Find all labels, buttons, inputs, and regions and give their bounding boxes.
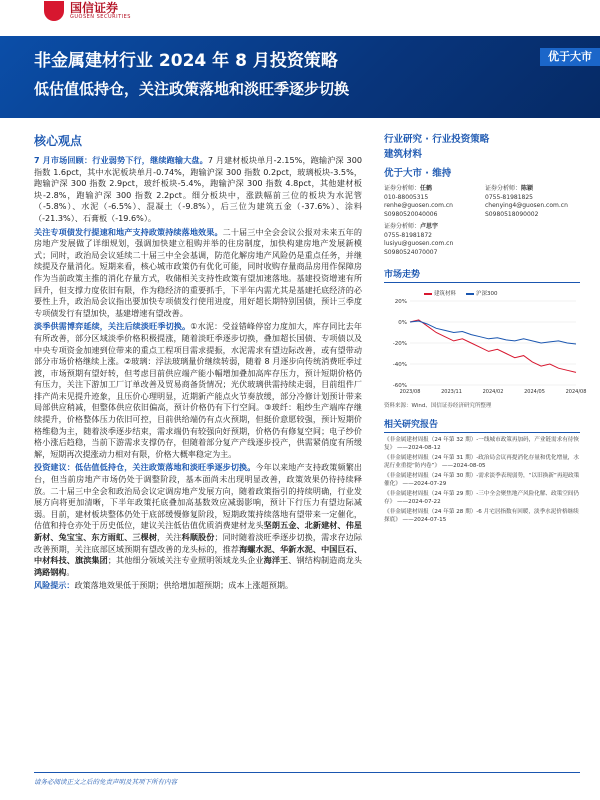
page-title: 非金属建材行业 2024 年 8 月投资策略 <box>34 51 338 71</box>
legend-item: 沪深300 <box>466 289 498 297</box>
market-trend-chart <box>384 287 587 399</box>
chart-title: 市场走势 <box>384 267 580 283</box>
related-report-link[interactable]: 《非金属建材周报（24 年第 32 期）-一线城市政策再加码，产业链需求有待恢复》 ——2024-08-12 <box>384 437 579 451</box>
paragraph-supply-demand: 淡季供需博弈延续，关注后续淡旺季切换。①水泥：受益错峰停窑力度加大，库存同比去年有所改善，部分区域淡季价格积极提涨，随着淡旺季逐步切换，叠加超长国债、专项债以及中央专项资金加速到位带来的重点工程项目需求提振，水泥需求有望边际改善，或有望带动部分市场价格继续上涨。②玻璃：浮法玻璃量价继续转弱，随着 8 月逐步向传统消费旺季过渡，市场预期有望好转，但考虑目前供应端产能小幅增加叠加高库存压力，预计短期价格仍有压力，关注下游加工厂订单改善及贸易商备货情况；光伏玻璃供需持续走弱，目前组件厂排产尚未见提升迹象，且压价心理明显，近期新产能点火节奏放缓，部分冷修计划预计带来局部供应稍减，但整体供应依旧偏高，预计价格仍有下行空间。③玻纤：粗纱生产端库存继续提升，价格整体压力依旧可控，目前供给端仍有点火预期，但挺价意愿较强，预计短期价格维稳为主，随着淡季逐步结束，需求端仍有较强向好预期，价格仍有修复空间；电子纱价格小涨后趋稳，当前下游需求支撑仍存，但随着部分复产产线逐步投产，供需紧俏度有所缓解，短期再次提涨动力相对有限，价格大概率稳定为主。 <box>34 321 362 459</box>
logo-cn: 国信证券 <box>70 1 119 15</box>
y-tick-label: 20% <box>394 299 407 305</box>
x-tick-label: 2023/08 <box>399 389 421 395</box>
sidebar <box>384 132 587 526</box>
y-tick-label: 0% <box>398 320 407 326</box>
chart-legend <box>424 289 498 297</box>
related-report-link[interactable]: 《非金属建材周报（24 年第 29 期）-三中全会聚焦地产风险化解、政策空间仍存》 ——2024-07-22 <box>384 491 579 505</box>
x-tick-label: 2024/08 <box>565 389 587 395</box>
related-report-link[interactable]: 《非金属建材周报（24 年第 31 期）-政治局会议再提消化存量和优化增量，水泥行业重提“防内卷”》 ——2024-08-05 <box>384 455 579 469</box>
related-report-link[interactable]: 《非金属建材周报（24 年第 30 期）-需求淡季表现弱势，“以旧换新”再迎政策催化》 ——2024-07-29 <box>384 473 580 487</box>
report-type: 行业研究 · 行业投资策略 <box>384 134 490 145</box>
footer-disclaimer: 请务必阅读正文之后的免责声明及其项下所有内容 <box>34 772 580 786</box>
paragraph-risk: 风险提示：政策落地效果低于预期；供给增加超预期；成本上涨超预期。 <box>34 580 294 591</box>
analyst-email[interactable]: renhe@guosen.com.cn <box>384 202 453 209</box>
industry-rating: 优于大市 · 维持 <box>384 168 452 179</box>
x-tick-label: 2023/11 <box>441 389 462 395</box>
logo <box>44 0 164 22</box>
related-report-link[interactable]: 《非金属建材周报（24 年第 28 期）-6 月宅居指数有回暖，淡季水泥价格继续探底》 ——2024-07-15 <box>384 509 579 523</box>
x-tick-label: 2024/05 <box>524 389 545 395</box>
paragraph-market-review: 7 月市场回顾：行业弱势下行，继续跑输大盘。7 月建材板块单月-2.15%，跑输沪深 300 指数 1.6pct，其中水泥板块单月-0.74%，跑输沪深 300 指数 0.2pct，玻璃板块-3.5%，跑输沪深 300 指数 2.9pct，玻纤板块-5.4%，跑输沪深 300 指数 4.8pct，其他建材板块-2.8%，跑输沪深 300 指数 2.2pct。细分板块中，涨跌幅前三位的板块为水泥管（-5.8%）、水泥（-6.5%）、混凝土（-9.8%），后三位为建筑五金（-37.6%）、涂料（-21.3%）、石膏板（-19.6%）。 <box>34 155 362 223</box>
logo-en: GUOSEN SECURITIES <box>70 14 131 20</box>
core-views-heading: 核心观点 <box>34 134 83 148</box>
y-tick-label: -60% <box>392 383 407 389</box>
analyst-card: 证券分析师：陈颖 0755-81981825 chenying4@guosen.com.cn S0980518090002 <box>485 185 580 219</box>
paragraph-investment: 投资建议：低估值低持仓，关注政策落地和淡旺季逐步切换。今年以来地产支持政策频繁出台，但当前房地产市场仍处于调整阶段，基本面尚未出现明显改善，政策效果仍待持续释放。二十届三中全会和政治局会议定调房地产发展方向，随着政策指引的持续明确，行业发展方向将更加清晰，下半年政策托底叠加高基数效应减弱影响，预计下行压力有望边际减弱。目前，建材板块整体仍处于底部缓慢修复阶段，短期政策持续落地有望带来一定催化，估值和持仓亦处于历史低位，建议关注低估值优质消费建材龙头坚朗五金、北新建材、伟星新材、兔宝宝、东方雨虹、三棵树，关注科顺股份；同时随着淡旺季逐步切换，需求存边际改善预期，关注底部区域预期有望改善的龙头标的，推荐海螺水泥、华新水泥、中国巨石、中材科技、旗滨集团；其他细分领域关注专业照明领域龙头企业海洋王、钢结构制造商龙头鸿路钢构。 <box>34 462 362 577</box>
page-subtitle: 低估值低持仓，关注政策落地和淡旺季逐步切换 <box>34 80 350 98</box>
chart-svg <box>384 287 587 399</box>
analyst-list <box>384 185 580 261</box>
analyst-card: 证券分析师：任鹤 010-88005315 renhe@guosen.com.cn S0980520040006 <box>384 185 479 219</box>
x-tick-label: 2024/02 <box>482 389 504 395</box>
analyst-card: 证券分析师：卢思宇 0755-81981872 lusiyu@guosen.com.cn S0980524070007 <box>384 223 479 257</box>
paragraph-policy: 关注专项债发行提速和地产支持政策持续落地效果。二十届三中全会会议公报对未来五年的房地产发展做了详细规划，强调加快建立租购并举的住房制度，加快构建房地产发展新模式；同时，政治局会议延续二十届三中全会基调，防范化解房地产风险仍是重点任务，并继续提及存量消化。短期来看，核心城市政策仍有优化可能，同时收购存量商品房用作保障房作为当前政策主推的消化存量方式，收储相关支持性政策有望加速落地。基建投资增速有所回升，但支撑力度依旧有限，作为稳经济的重要抓手，下半年内需尤其是基建托底经济的必要性上升，政治局会议指出要加快专项债发行使用进度，用好超长期特别国债，预计三季度专项债发行有望加快，基建增速有望改善。 <box>34 226 362 318</box>
legend-item: 建筑材料 <box>424 289 456 297</box>
industry: 建筑材料 <box>384 149 423 160</box>
y-tick-label: -40% <box>392 362 407 368</box>
rating-badge: 优于大市 <box>540 48 600 66</box>
analyst-email[interactable]: lusiyu@guosen.com.cn <box>384 240 454 247</box>
title-banner <box>0 36 600 118</box>
series-line <box>410 321 576 344</box>
related-reports-heading: 相关研究报告 <box>384 417 580 433</box>
core-views <box>34 132 362 594</box>
y-tick-label: -20% <box>392 341 407 347</box>
chart-source: 资料来源：Wind、国信证券经济研究所整理 <box>384 403 492 409</box>
logo-mark-icon <box>44 1 64 21</box>
analyst-email[interactable]: chenying4@guosen.com.cn <box>485 202 568 209</box>
